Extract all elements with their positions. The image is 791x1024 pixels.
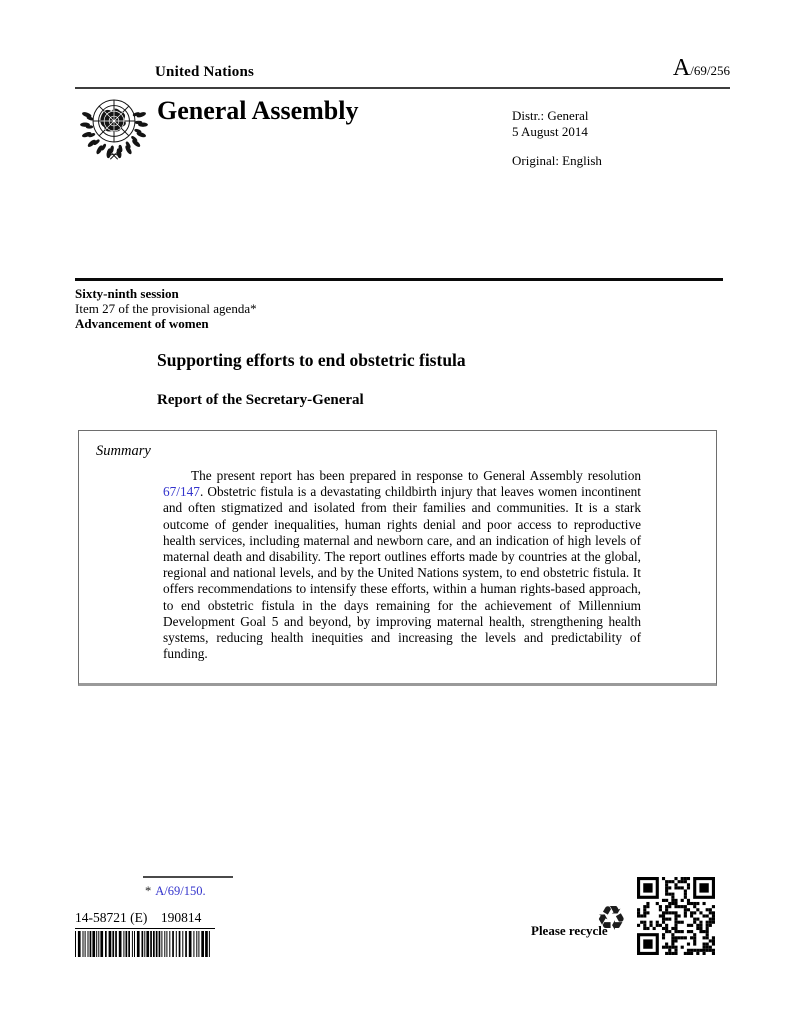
footnote-marker: * — [145, 884, 152, 898]
un-emblem-icon — [77, 92, 151, 166]
agenda-item: Item 27 of the provisional agenda* — [75, 301, 257, 317]
summary-text-before-link: The present report has been prepared in response to General Assembly resolution — [191, 468, 641, 483]
qr-code — [637, 877, 715, 955]
document-subtitle: Report of the Secretary-General — [157, 392, 364, 408]
section-rule — [75, 278, 723, 281]
barcode — [75, 931, 215, 957]
footnote-rule — [143, 876, 233, 878]
document-title: Supporting efforts to end obstetric fistula — [157, 350, 466, 370]
recycle-icon: ♻ — [596, 899, 627, 939]
footnote-link[interactable]: A/69/150. — [155, 884, 206, 898]
agenda-topic: Advancement of women — [75, 316, 209, 332]
original-language-line: Original: English — [512, 153, 602, 168]
doc-symbol-prefix: A — [672, 55, 691, 81]
doc-symbol-suffix: /69/256 — [690, 63, 730, 78]
job-number: 14-58721 (E) 190814 — [75, 910, 215, 929]
org-name: United Nations — [155, 64, 255, 80]
summary-paragraph — [163, 468, 641, 662]
session-block — [75, 286, 257, 332]
footnote — [145, 884, 206, 899]
distribution-block — [512, 108, 589, 140]
summary-box — [78, 430, 717, 686]
date-line: 5 August 2014 — [512, 124, 588, 139]
resolution-link[interactable]: 67/147 — [163, 484, 200, 500]
recycle-label: Please recycle — [531, 923, 608, 938]
header-rule — [75, 87, 730, 89]
summary-heading: Summary — [96, 443, 151, 459]
summary-text-after-link: . Obstetric fistula is a devastating childbirth injury that leaves women incontinent and often stigmatized and isolated from their families and communities. It is a stark outcome of gender inequalities, human rights denial and poor access to reproductive health services, including maternal and newborn care, and an indication of high levels of maternal death and disability. The report outlines efforts made by countries at the global, regional and national levels, and by the United Nations system, to end obstetric fistula. It offers recommendations to intensify these efforts, within a human rights-based approach, to end obstetric fistula in the days remaining for the achievement of Millennium Development Goal 5 and beyond, by improving maternal health, strengthening health systems, reducing health inequities and increasing the levels and predictability of funding. — [163, 484, 641, 662]
doc-symbol — [480, 55, 730, 82]
session-title: Sixty-ninth session — [75, 286, 179, 301]
distr-line: Distr.: General — [512, 108, 589, 123]
assembly-title: General Assembly — [157, 96, 359, 125]
